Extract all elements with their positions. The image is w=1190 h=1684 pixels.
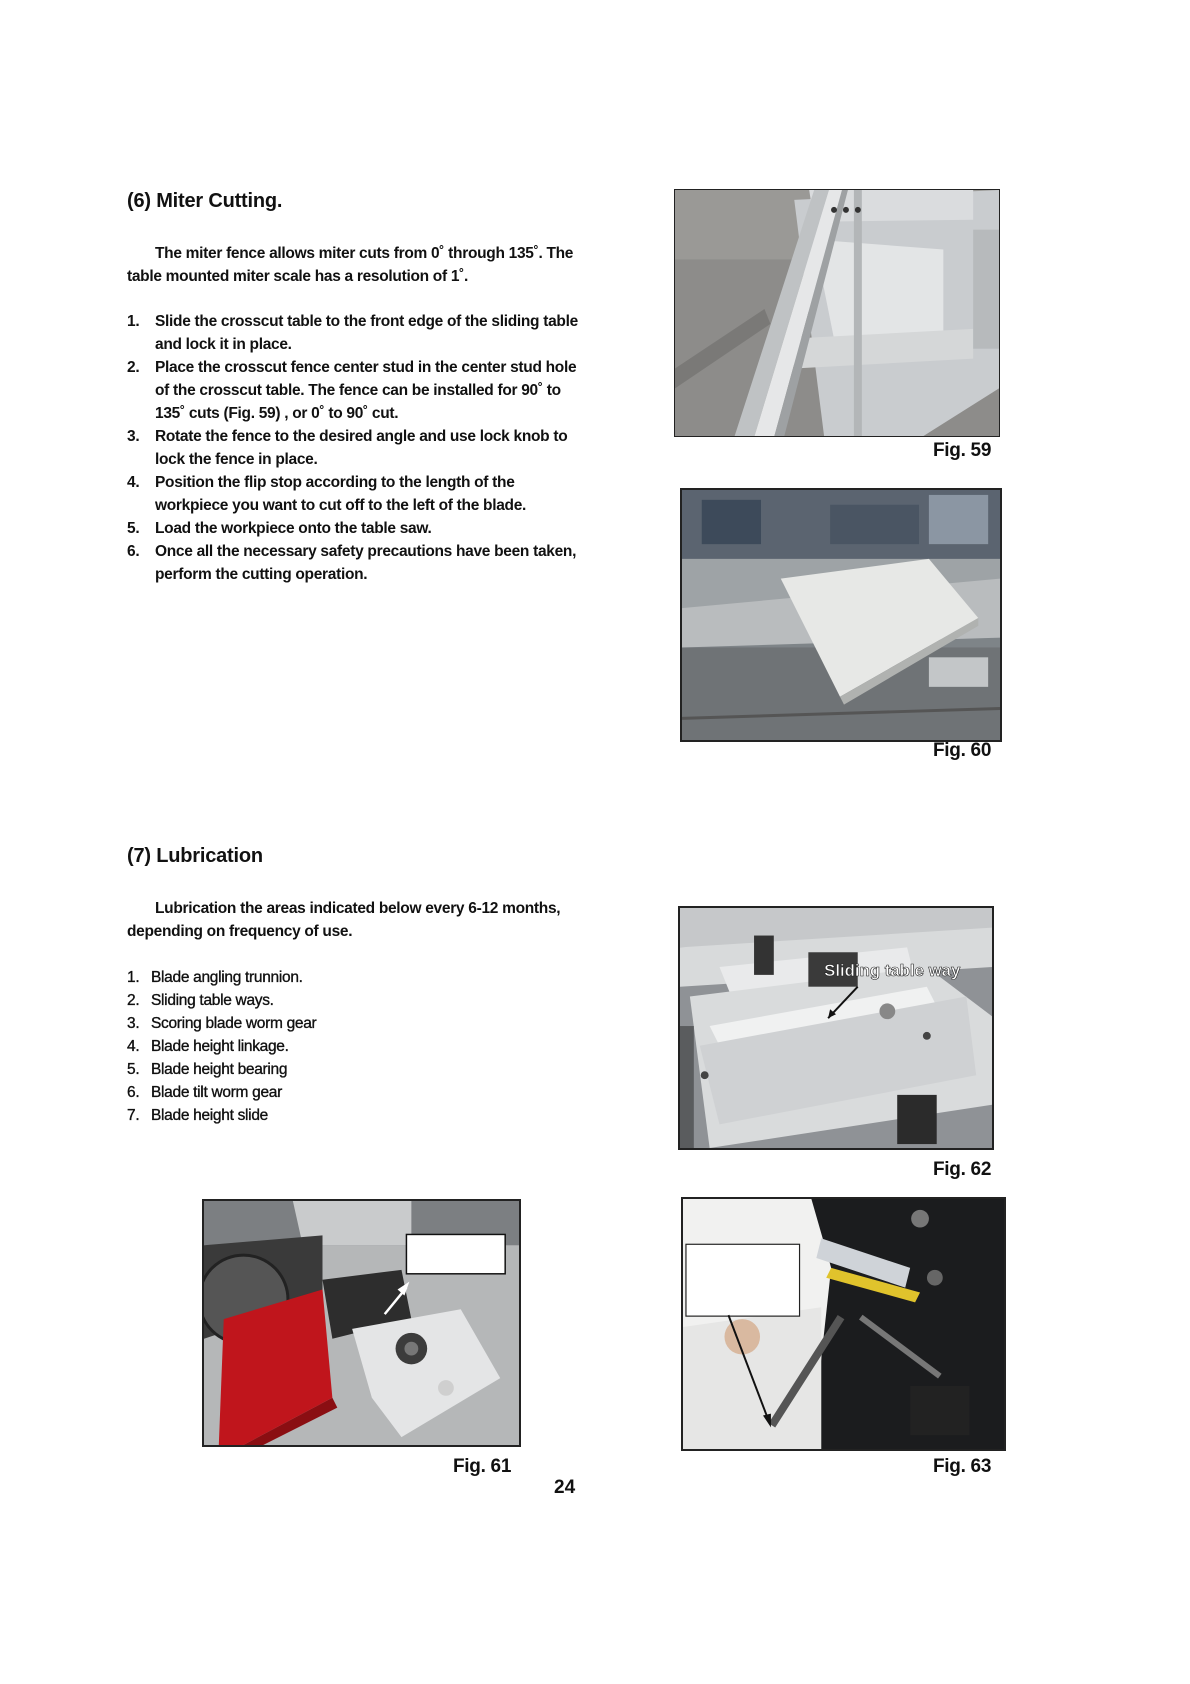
fig62-callout: Sliding table way [824,960,961,980]
fig62-photo [678,906,994,1150]
list-item: 5. Blade height bearing [127,1058,547,1081]
list-item: 1. Slide the crosscut table to the front edge of the sliding table and lock it in place. [127,310,587,356]
step-text: Load the workpiece onto the table saw. [155,520,432,537]
fig60-photo [680,488,1002,742]
item-text: Sliding table ways. [151,992,274,1009]
step-text: Position the flip stop according to the length of the workpiece you want to cut off to the left of the blade. [155,474,527,514]
item-text: Blade height bearing [151,1061,288,1078]
list-item: 5. Load the workpiece onto the table saw. [127,517,587,540]
list-item: 6. Once all the necessary safety precautions have been taken, perform the cutting operation. [127,540,587,586]
fig61-photo [202,1199,521,1447]
fig63-photo [681,1197,1006,1451]
item-text: Blade height slide [151,1107,268,1124]
lubrication-list [127,966,547,1127]
list-item: 2. Place the crosscut fence center stud in the center stud hole of the crosscut table. The fence can be installed for 90˚ to 135˚ cuts (Fig. 59) , or 0˚ to 90˚ cut. [127,356,587,425]
page-number: 24 [554,1477,576,1498]
lubrication-intro: Lubrication the areas indicated below every 6-12 months, depending on frequency of use. [127,900,561,940]
item-text: Blade angling trunnion. [151,969,303,986]
list-item: 3. Scoring blade worm gear [127,1012,547,1035]
list-item: 4. Position the flip stop according to the length of the workpiece you want to cut off to the left of the blade. [127,471,587,517]
fig59-caption: Fig. 59 [933,440,992,461]
miter-steps-list [127,310,587,586]
fig60-caption: Fig. 60 [933,740,992,761]
miter-heading: (6) Miter Cutting. [127,190,283,212]
list-item: 7. Blade height slide [127,1104,547,1127]
item-text: Blade height linkage. [151,1038,289,1055]
miter-intro: The miter fence allows miter cuts from 0˚ through 135˚. The table mounted miter scale has a resolution of 1˚. [127,245,574,285]
item-text: Blade tilt worm gear [151,1084,282,1101]
list-item: 1. Blade angling trunnion. [127,966,547,989]
list-item: 4. Blade height linkage. [127,1035,547,1058]
fig63-caption: Fig. 63 [933,1456,992,1477]
lubrication-heading: (7) Lubrication [127,845,263,867]
item-text: Scoring blade worm gear [151,1015,317,1032]
list-item: 2. Sliding table ways. [127,989,547,1012]
fig59-photo [674,189,1000,437]
list-item: 6. Blade tilt worm gear [127,1081,547,1104]
step-text: Rotate the fence to the desired angle and use lock knob to lock the fence in place. [155,428,568,468]
list-item: 3. Rotate the fence to the desired angle and use lock knob to lock the fence in place. [127,425,587,471]
step-text: Place the crosscut fence center stud in the center stud hole of the crosscut table. The fence can be installed for 90˚ to 135˚ cuts (Fig. 59) , or 0˚ to 90˚ cut. [155,359,577,422]
step-text: Slide the crosscut table to the front edge of the sliding table and lock it in place. [155,313,578,353]
step-text: Once all the necessary safety precautions have been taken, perform the cutting operation. [155,543,577,583]
fig61-caption: Fig. 61 [453,1456,512,1477]
fig62-caption: Fig. 62 [933,1159,992,1180]
